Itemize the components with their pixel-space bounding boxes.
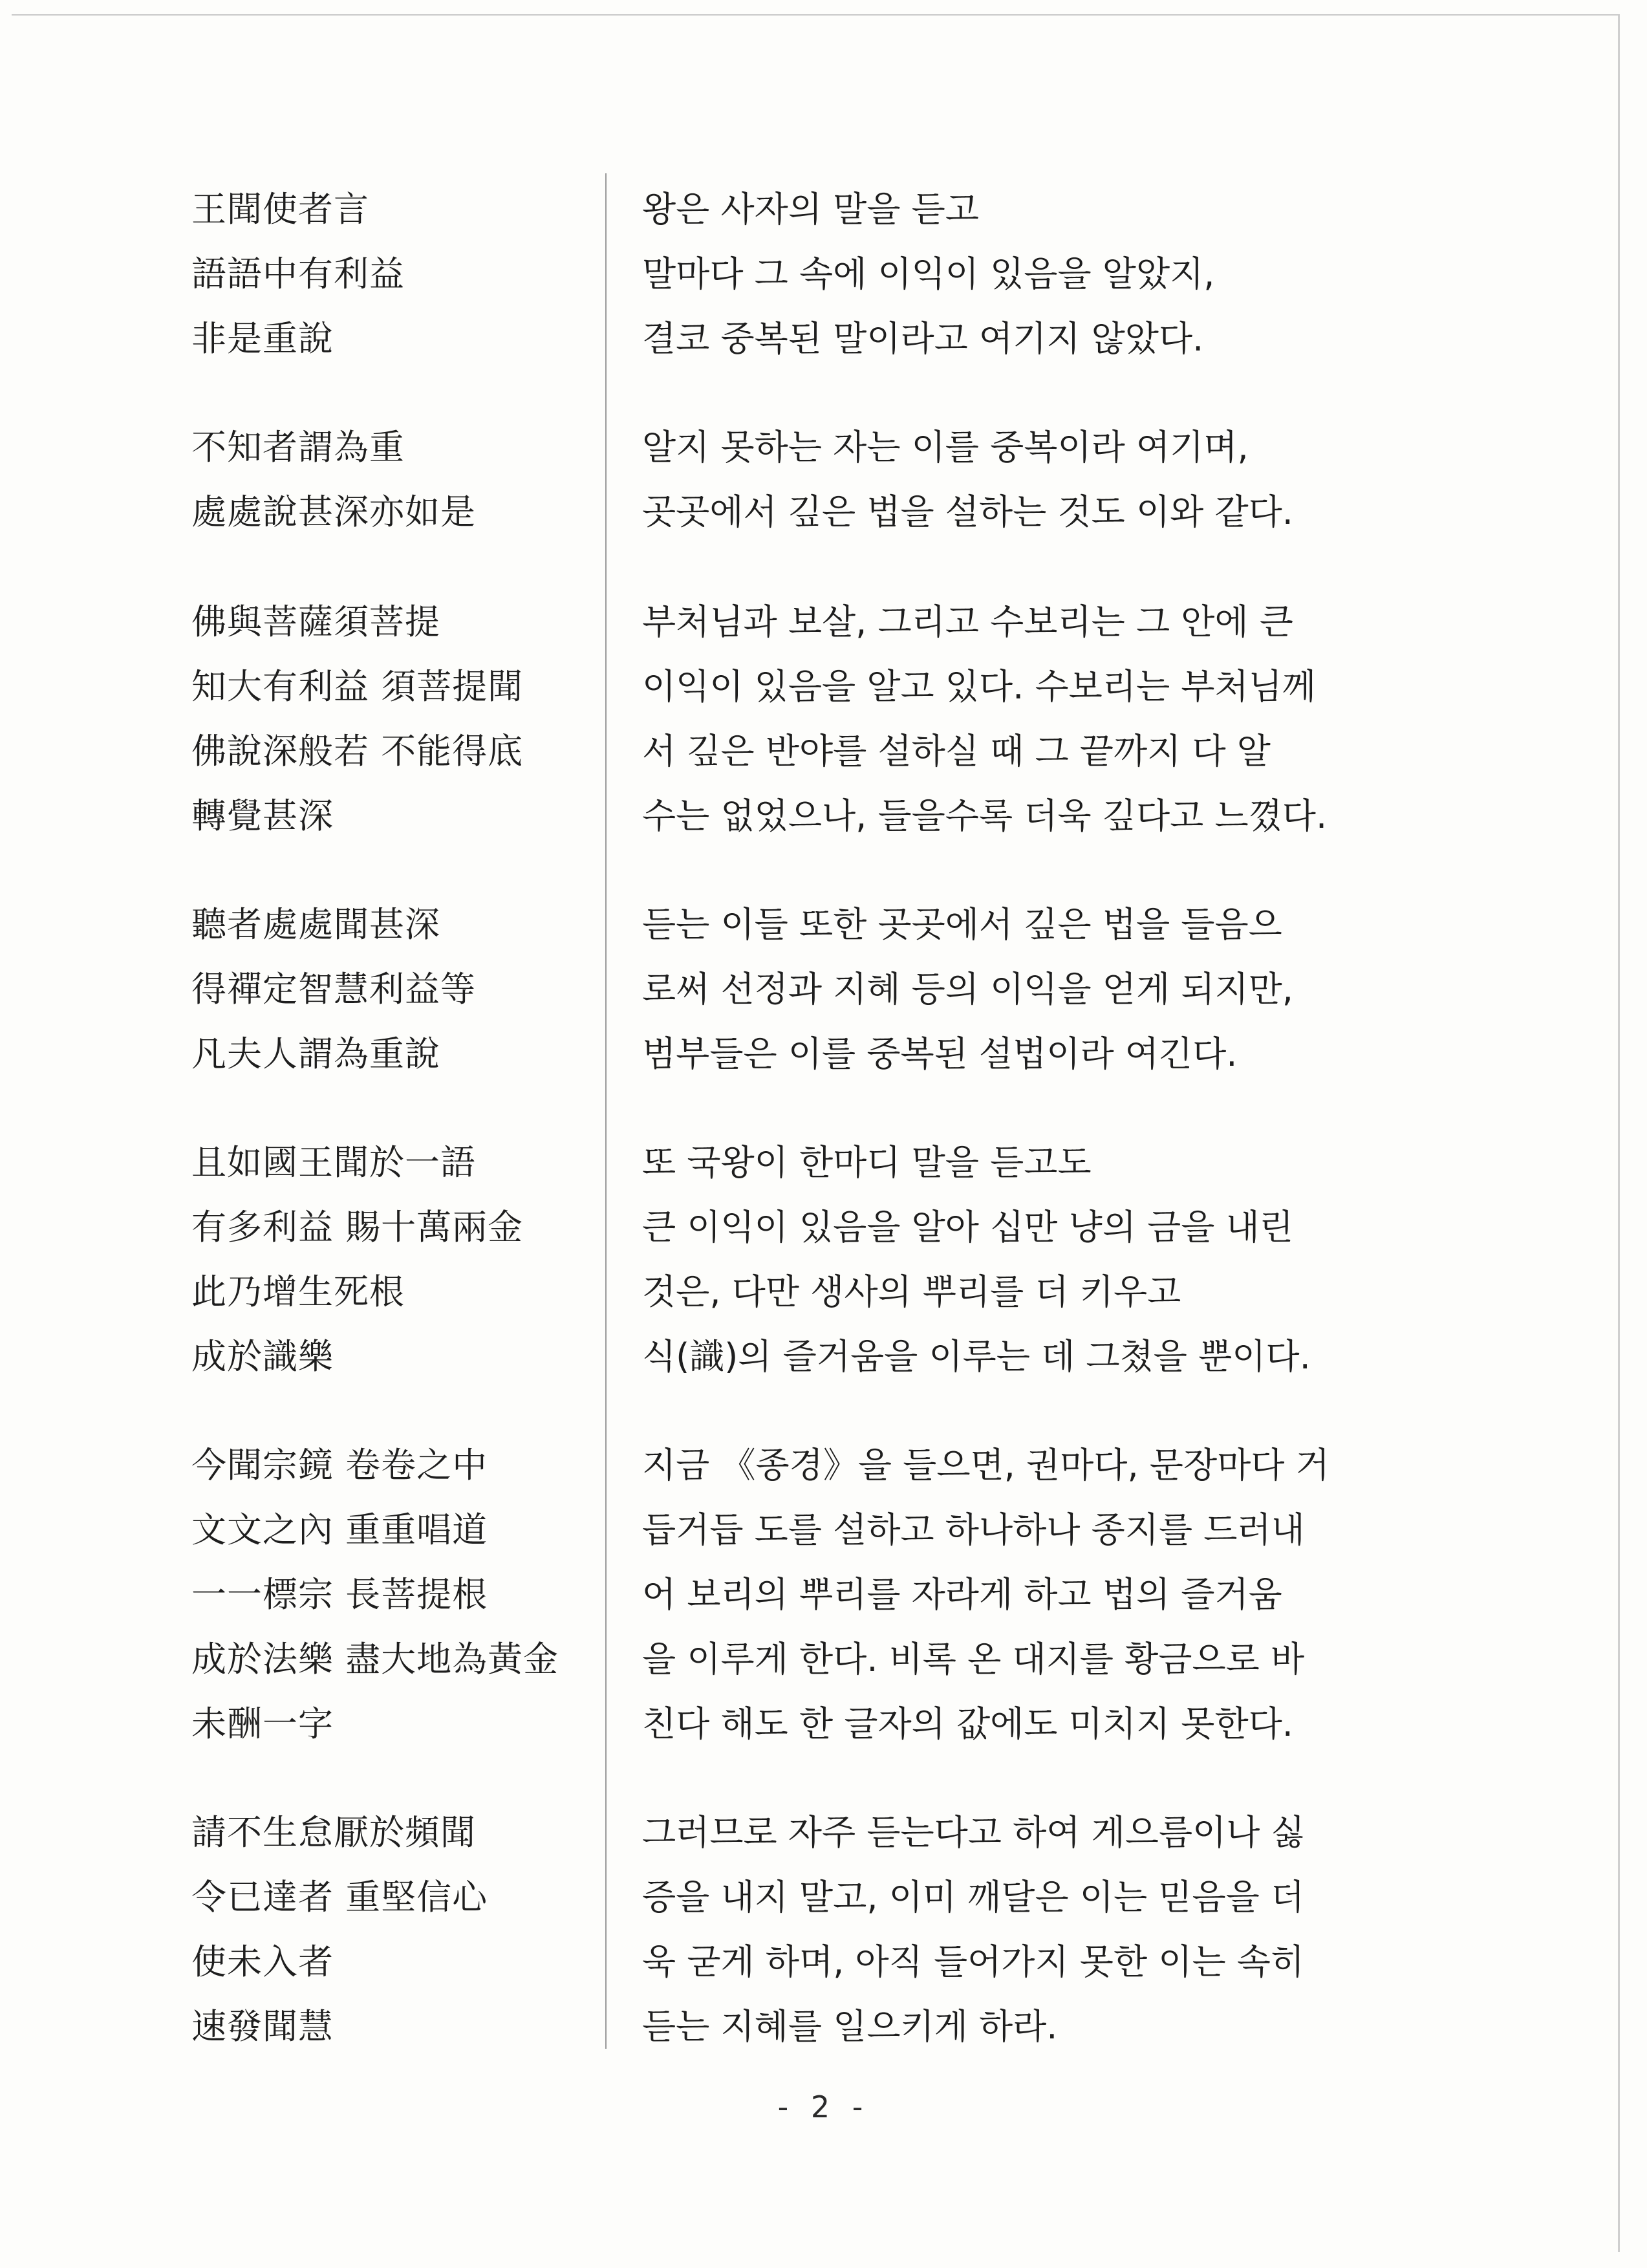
translation-line: 범부들은 이를 중복된 설법이라 여긴다. (642, 1033, 1238, 1074)
classical-line: 令已達者 重堅信心 (191, 1877, 488, 1917)
translation-line: 식(識)의 즐거움을 이루는 데 그쳤을 뿐이다. (642, 1336, 1311, 1377)
classical-line: 速發聞慧 (191, 2006, 334, 2047)
classical-line: 成於法樂 盡大地為黃金 (191, 1639, 559, 1679)
translation-line: 곳곳에서 깊은 법을 설하는 것도 이와 같다. (642, 491, 1293, 532)
translation-line: 듣는 지혜를 일으키게 하라. (642, 2006, 1058, 2047)
translation-line: 듭거듭 도를 설하고 하나하나 종지를 드러내 (642, 1509, 1305, 1550)
classical-line: 使未入者 (191, 1941, 334, 1982)
translation-line: 이익이 있음을 알고 있다. 수보리는 부처님께 (642, 666, 1316, 707)
translation-line: 욱 굳게 하며, 아직 들어가지 못한 이는 속히 (642, 1941, 1305, 1982)
translation-line: 또 국왕이 한마디 말을 듣고도 (642, 1142, 1092, 1183)
translation-line: 로써 선정과 지혜 등의 이익을 얻게 되지만, (642, 969, 1293, 1010)
translation-line: 결코 중복된 말이라고 여기지 않았다. (642, 318, 1204, 359)
translation-line: 큰 이익이 있음을 알아 십만 냥의 금을 내린 (642, 1207, 1293, 1247)
classical-line: 未酬一字 (191, 1703, 334, 1744)
translation-line: 증을 내지 말고, 이미 깨달은 이는 믿음을 더 (642, 1877, 1305, 1917)
translation-line: 어 보리의 뿌리를 자라게 하고 법의 즐거움 (642, 1574, 1282, 1615)
translation-line: 듣는 이들 또한 곳곳에서 깊은 법을 들음으 (642, 904, 1282, 945)
classical-line: 凡夫人謂為重說 (191, 1033, 440, 1074)
classical-line: 且如國王聞於一語 (191, 1142, 476, 1183)
classical-line: 聽者處處聞甚深 (191, 904, 440, 945)
classical-line: 不知者謂為重 (191, 427, 405, 468)
classical-line: 語語中有利益 (191, 254, 405, 294)
translation-line: 을 이루게 한다. 비록 온 대지를 황금으로 바 (642, 1639, 1305, 1679)
translation-line: 지금 《종경》을 들으면, 권마다, 문장마다 거 (642, 1445, 1329, 1485)
classical-line: 佛說深般若 不能得底 (191, 731, 524, 772)
translation-line: 친다 해도 한 글자의 값에도 미치지 못한다. (642, 1703, 1293, 1744)
classical-line: 王聞使者言 (191, 189, 369, 230)
classical-line: 請不生怠厭於頻聞 (191, 1812, 476, 1853)
classical-line: 佛與菩薩須菩提 (191, 601, 440, 642)
classical-line: 得禪定智慧利益等 (191, 969, 476, 1010)
classical-line: 文文之內 重重唱道 (191, 1509, 488, 1550)
classical-line: 成於識樂 (191, 1336, 334, 1377)
classical-line: 有多利益 賜十萬兩金 (191, 1207, 524, 1247)
page-number: - 2 - (777, 2090, 870, 2124)
classical-line: 今聞宗鏡 卷卷之中 (191, 1445, 488, 1485)
column-divider (605, 173, 607, 2049)
translation-line: 알지 못하는 자는 이를 중복이라 여기며, (642, 427, 1249, 468)
translation-line: 서 깊은 반야를 설하실 때 그 끝까지 다 알 (642, 731, 1271, 772)
classical-line: 此乃增生死根 (191, 1271, 405, 1312)
translation-line: 부처님과 보살, 그리고 수보리는 그 안에 큰 (642, 601, 1293, 642)
classical-line: 處處說甚深亦如是 (191, 491, 476, 532)
translation-line: 그러므로 자주 듣는다고 하여 게으름이나 싫 (642, 1812, 1305, 1853)
classical-line: 一一標宗 長菩提根 (191, 1574, 488, 1615)
classical-line: 非是重說 (191, 318, 334, 359)
classical-line: 知大有利益 須菩提聞 (191, 666, 524, 707)
translation-line: 말마다 그 속에 이익이 있음을 알았지, (642, 254, 1215, 294)
classical-line: 轉覺甚深 (191, 795, 334, 836)
translation-line: 왕은 사자의 말을 듣고 (642, 189, 979, 230)
translation-line: 수는 없었으나, 들을수록 더욱 깊다고 느꼈다. (642, 795, 1328, 836)
translation-line: 것은, 다만 생사의 뿌리를 더 키우고 (642, 1271, 1181, 1312)
